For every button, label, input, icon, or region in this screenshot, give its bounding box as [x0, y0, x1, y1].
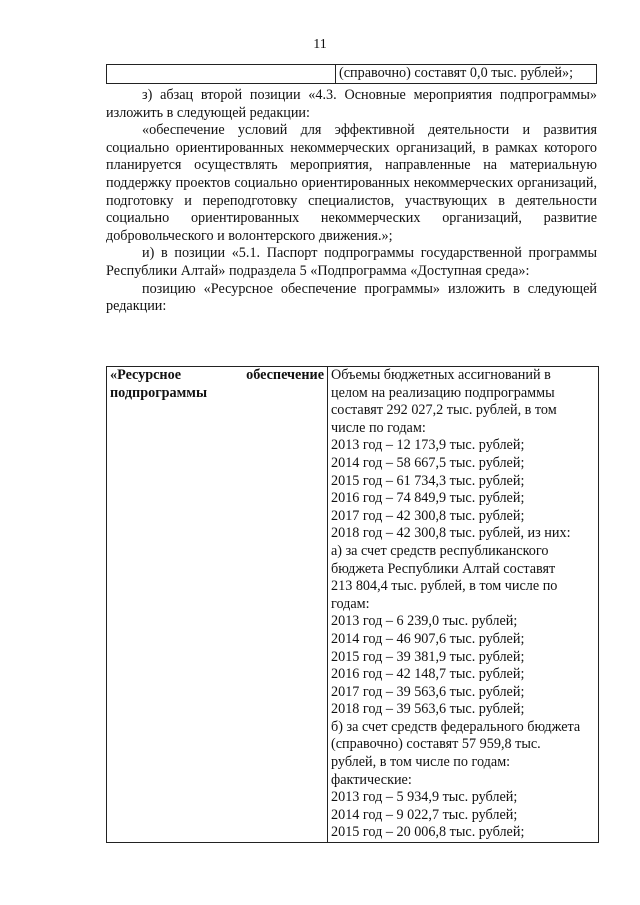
table-cell-right: (справочно) составят 0,0 тыс. рублей»; [336, 65, 597, 84]
table-row [107, 65, 597, 84]
resource-value-line: 2018 год – 42 300,8 тыс. рублей, из них: [331, 525, 571, 542]
resource-value-line: 2016 год – 74 849,9 тыс. рублей; [331, 490, 525, 507]
paragraph-i: и) в позиции «5.1. Паспорт подпрограммы государственной программы Республики Алтай» подраздела 5 «Подпрограмма «Доступная среда»: [106, 245, 597, 279]
resource-value-line: 2017 год – 42 300,8 тыс. рублей; [331, 507, 525, 524]
resource-value-line: бюджета Республики Алтай составят [331, 560, 556, 577]
resource-value-line: 2014 год – 9 022,7 тыс. рублей; [331, 806, 518, 823]
resource-value-line: 2017 год – 39 563,6 тыс. рублей; [331, 683, 525, 700]
resource-value-line: 2014 год – 58 667,5 тыс. рублей; [331, 454, 525, 471]
resource-value-line: 2013 год – 12 173,9 тыс. рублей; [331, 437, 525, 454]
resource-value-line: составят 292 027,2 тыс. рублей, в том [331, 402, 557, 419]
resource-value-line: 2015 год – 39 381,9 тыс. рублей; [331, 648, 525, 665]
resource-value-line: 2016 год – 42 148,7 тыс. рублей; [331, 666, 525, 683]
resource-value-line: 2018 год – 39 563,6 тыс. рублей; [331, 701, 525, 718]
paragraph-z-line2: изложить в следующей редакции: [106, 104, 310, 121]
resource-value-line: 2015 год – 61 734,3 тыс. рублей; [331, 472, 525, 489]
resource-value-line: числе по годам: [331, 419, 426, 436]
continuation-table [106, 64, 597, 84]
resource-table [106, 366, 599, 843]
paragraph-quote: «обеспечение условий для эффективной деятельности и развития социально ориентированных некоммерческих организаций, в рамках которого планируется осуществлять мероприятия, направленные на материальную поддержку проектов социально ориентированных некоммерческих организаций, подготовку и переподготовку специалистов, участвующих в деятельности социально ориентированных некоммерческих организаций, развитие добровольческого и волонтерского движения.»; [106, 122, 597, 244]
resource-label-line2: подпрограммы [110, 384, 208, 401]
resource-value-line: Объемы бюджетных ассигнований в [331, 367, 551, 383]
resource-value-line: а) за счет средств республиканского [331, 542, 549, 559]
page-number: 11 [313, 37, 327, 52]
table-cell-left [107, 65, 336, 84]
resource-value-line: 2014 год – 46 907,6 тыс. рублей; [331, 630, 525, 647]
resource-value-line: рублей, в том числе по годам: [331, 754, 511, 771]
body-text [106, 87, 597, 316]
resource-label-line1: «Ресурсное обеспечение [110, 367, 324, 383]
paragraph-z-line1: з) абзац второй позиции «4.3. Основные мероприятия подпрограммы» [142, 87, 597, 103]
resource-value-line: годам: [331, 595, 370, 612]
resource-value-line: б) за счет средств федерального бюджета [331, 718, 581, 735]
resource-value-line: 2013 год – 5 934,9 тыс. рублей; [331, 789, 518, 806]
resource-value-line: 213 804,4 тыс. рублей, в том числе по [331, 578, 558, 595]
resource-value-cell [328, 367, 599, 843]
resource-value-line: фактические: [331, 771, 412, 788]
resource-value-line: (справочно) составят 57 959,8 тыс. [331, 736, 541, 753]
resource-value-line: 2013 год – 6 239,0 тыс. рублей; [331, 613, 518, 630]
resource-value-line: 2015 год – 20 006,8 тыс. рублей; [331, 824, 525, 841]
resource-value-line: целом на реализацию подпрограммы [331, 384, 555, 401]
resource-label-cell [107, 367, 328, 843]
table-row [107, 367, 599, 843]
paragraph-position: позицию «Ресурсное обеспечение программы» изложить в следующей редакции: [106, 280, 597, 315]
